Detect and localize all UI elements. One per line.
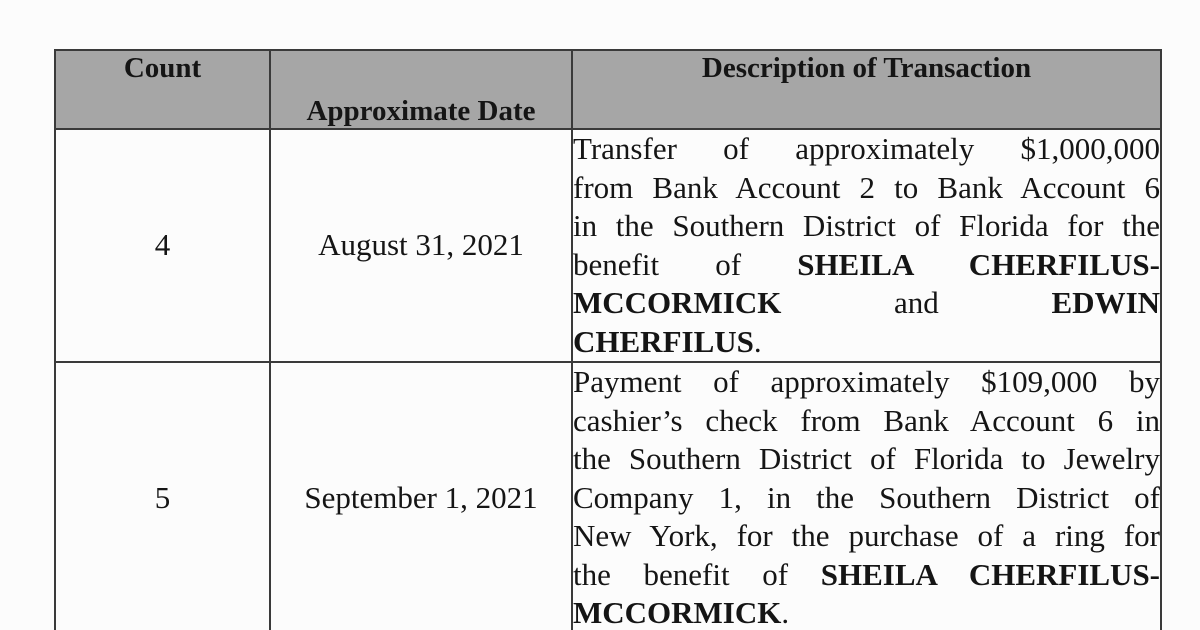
- defendant-name: SHEILA CHERFILUS-: [820, 556, 1161, 592]
- description-text: the benefit of: [573, 556, 821, 592]
- description-cell: [572, 129, 1161, 362]
- table-row: [55, 129, 1161, 362]
- count-cell: 5: [55, 362, 270, 630]
- header-count: Count: [55, 50, 270, 129]
- description-text: .: [753, 323, 762, 359]
- description-line: [573, 594, 1160, 630]
- description-text: .: [781, 595, 790, 630]
- description-line: Transfer of approximately $1,000,000: [573, 131, 1160, 166]
- defendant-name: CHERFILUS: [573, 323, 754, 359]
- defendant-name: MCCORMICK: [573, 285, 782, 320]
- description-text: benefit of: [573, 246, 798, 282]
- description-line: Company 1, in the Southern District of: [573, 479, 1160, 515]
- defendant-name: MCCORMICK: [573, 595, 782, 630]
- header-approximate-date: Approximate Date: [270, 50, 572, 129]
- description-line: [573, 556, 1160, 595]
- description-line: cashier’s check from Bank Account 6 in: [573, 402, 1160, 438]
- description-text: and: [894, 285, 939, 320]
- description-line: [573, 284, 1160, 323]
- description-line: the Southern District of Florida to Jewelry: [573, 441, 1160, 476]
- description-line: [573, 323, 1160, 362]
- transactions-table: [54, 49, 1162, 630]
- description-line: [573, 246, 1160, 285]
- header-description: Description of Transaction: [572, 50, 1161, 129]
- description-line: New York, for the purchase of a ring for: [573, 518, 1160, 553]
- table-row: [55, 362, 1161, 630]
- description-line: in the Southern District of Florida for the: [573, 208, 1160, 243]
- count-cell: 4: [55, 129, 270, 362]
- description-cell: [572, 362, 1161, 630]
- description-line: from Bank Account 2 to Bank Account 6: [573, 169, 1160, 205]
- date-cell: September 1, 2021: [270, 362, 572, 630]
- description-line: Payment of approximately $109,000 by: [573, 364, 1160, 399]
- header-row: [55, 50, 1161, 129]
- defendant-name: EDWIN: [1051, 285, 1161, 320]
- defendant-name: SHEILA CHERFILUS-: [797, 246, 1160, 282]
- date-cell: August 31, 2021: [270, 129, 572, 362]
- table-header: [55, 50, 1161, 129]
